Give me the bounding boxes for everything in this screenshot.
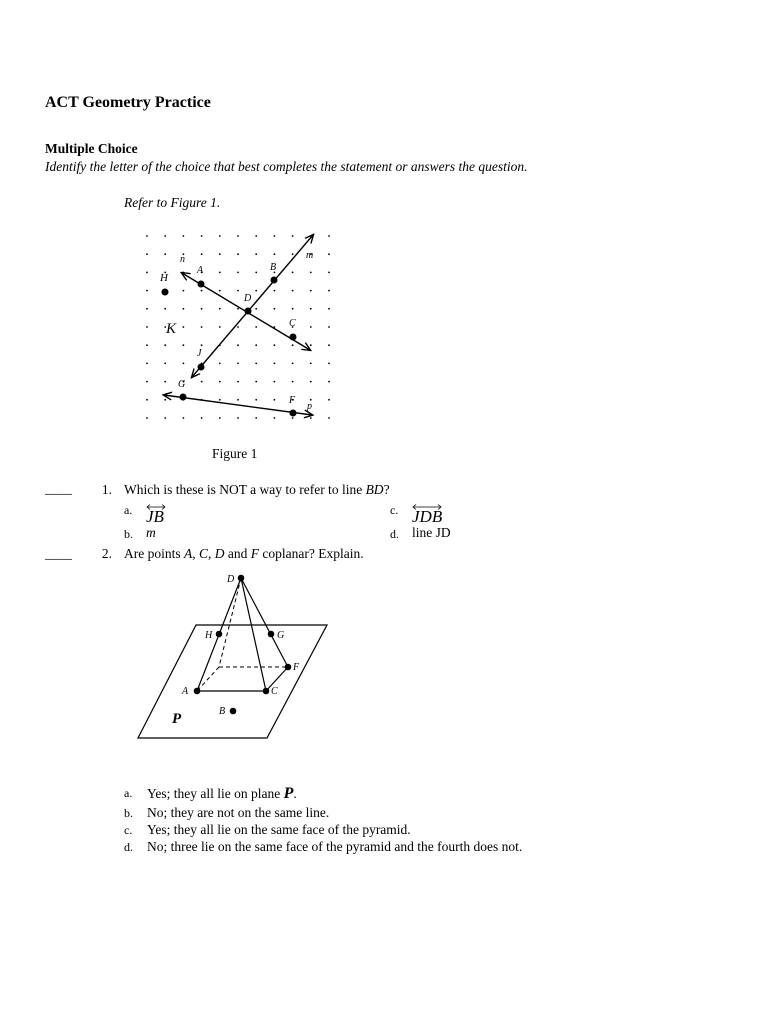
grid-dot xyxy=(292,381,294,383)
grid-dot xyxy=(274,399,276,401)
figure-1 xyxy=(130,225,345,435)
grid-dot xyxy=(164,235,166,237)
grid-dot xyxy=(219,381,221,383)
grid-dot xyxy=(219,399,221,401)
grid-dot xyxy=(255,417,257,419)
grid-dot xyxy=(255,253,257,255)
grid-dot xyxy=(292,417,294,419)
grid-dot xyxy=(255,235,257,237)
grid-dot xyxy=(183,326,185,328)
lateral-edge xyxy=(241,578,288,667)
question-text-part: , xyxy=(192,546,199,561)
label-n: n xyxy=(180,254,185,265)
option-text: Yes; they all lie on plane P. xyxy=(147,785,297,802)
grid-dot xyxy=(237,399,239,401)
grid-dot xyxy=(292,363,294,365)
base-edge-hidden xyxy=(197,667,219,691)
label-c: C xyxy=(289,318,296,329)
label-k: K xyxy=(166,321,177,337)
label-g: G xyxy=(277,630,285,641)
option-letter: d. xyxy=(390,527,399,541)
label-f: F xyxy=(293,662,300,673)
grid-dot xyxy=(164,417,166,419)
grid-dot xyxy=(274,308,276,310)
point-b xyxy=(271,277,278,284)
grid-dot xyxy=(201,381,203,383)
grid-dot xyxy=(328,344,330,346)
option-text: No; they are not on the same line. xyxy=(147,805,330,820)
label-h: H xyxy=(160,272,168,284)
grid-dot xyxy=(274,363,276,365)
grid-dot xyxy=(274,344,276,346)
grid-dot xyxy=(292,235,294,237)
point-c xyxy=(290,334,297,341)
label-d: D xyxy=(227,574,235,585)
label-b: B xyxy=(270,262,277,273)
point-g xyxy=(268,631,275,638)
grid-dot xyxy=(219,417,221,419)
grid-dot xyxy=(146,326,148,328)
point-j xyxy=(198,364,205,371)
grid-dot xyxy=(201,326,203,328)
grid-dot xyxy=(328,399,330,401)
grid-dot xyxy=(310,363,312,365)
option-c-line-jdb: JDB xyxy=(412,507,442,527)
option-text: No; three lie on the same face of the pyramid and the fourth does not. xyxy=(147,839,523,854)
grid-dot xyxy=(146,363,148,365)
grid-dot xyxy=(183,290,185,292)
point-b xyxy=(230,708,237,715)
label-d: D xyxy=(244,293,252,304)
grid-dot xyxy=(310,417,312,419)
grid-dot xyxy=(328,253,330,255)
grid-dot xyxy=(328,417,330,419)
question-text-part: Which is these is NOT a way to refer to line xyxy=(124,482,366,497)
option-a-line-jb: JB xyxy=(146,507,164,527)
grid-dot xyxy=(237,308,239,310)
figure-1-reference: Refer to Figure 1. xyxy=(124,195,221,210)
grid-dot xyxy=(164,399,166,401)
grid-dot xyxy=(328,308,330,310)
grid-dot xyxy=(146,272,148,274)
grid-dot xyxy=(164,253,166,255)
label-f: F xyxy=(289,395,296,406)
label-j: J xyxy=(197,348,202,359)
point-a xyxy=(198,281,205,288)
point-h xyxy=(162,289,169,296)
grid-dot xyxy=(292,272,294,274)
lateral-edge xyxy=(241,578,266,691)
grid-dot xyxy=(201,253,203,255)
point-d xyxy=(245,308,252,315)
option-text: line JD xyxy=(412,525,451,540)
grid-dot xyxy=(146,344,148,346)
grid-dot xyxy=(201,235,203,237)
question-text-part: and xyxy=(224,546,251,561)
grid-dot xyxy=(201,290,203,292)
grid-dot xyxy=(183,417,185,419)
grid-dot xyxy=(146,381,148,383)
grid-dot xyxy=(237,290,239,292)
grid-dot xyxy=(183,344,185,346)
grid-dot xyxy=(164,363,166,365)
question-text-part: BD xyxy=(365,482,384,497)
grid-dot xyxy=(310,290,312,292)
grid-dot xyxy=(310,381,312,383)
point-f xyxy=(285,664,292,671)
grid-dot xyxy=(146,235,148,237)
pyramid-plane-figure xyxy=(130,568,340,748)
label-p: p xyxy=(307,401,312,412)
question-text-part: F xyxy=(250,546,260,561)
grid-dot xyxy=(219,253,221,255)
grid-dot xyxy=(146,290,148,292)
grid-dot xyxy=(255,344,257,346)
grid-dot xyxy=(201,417,203,419)
page-title: ACT Geometry Practice xyxy=(45,94,211,111)
question-text-part: coplanar? Explain. xyxy=(259,546,364,561)
option-text: m xyxy=(146,525,156,540)
grid-dot xyxy=(237,417,239,419)
option-letter: b. xyxy=(124,806,133,820)
option-letter: b. xyxy=(124,527,133,541)
question-text xyxy=(124,546,364,562)
grid-dot xyxy=(292,344,294,346)
grid-dot xyxy=(292,290,294,292)
grid-dot xyxy=(237,272,239,274)
grid-dot xyxy=(255,381,257,383)
grid-dot xyxy=(274,290,276,292)
line-m xyxy=(192,235,313,377)
grid-dot xyxy=(164,381,166,383)
grid-dot xyxy=(310,272,312,274)
question-text-part: ? xyxy=(383,482,390,497)
grid-dot xyxy=(328,290,330,292)
grid-dot xyxy=(219,363,221,365)
label-a: A xyxy=(197,265,204,276)
grid-dot xyxy=(237,344,239,346)
point-h xyxy=(216,631,223,638)
grid-dot xyxy=(255,326,257,328)
instructions: Identify the letter of the choice that best completes the statement or answers the question. xyxy=(45,159,528,174)
grid-dot xyxy=(237,326,239,328)
grid-dot xyxy=(328,272,330,274)
question-text xyxy=(124,482,390,498)
grid-dot xyxy=(255,272,257,274)
grid-dot xyxy=(146,308,148,310)
grid-dot xyxy=(328,381,330,383)
question-text-part: , xyxy=(208,546,215,561)
option-letter: a. xyxy=(124,786,133,800)
grid-dot xyxy=(255,363,257,365)
grid-dot xyxy=(183,363,185,365)
point-g xyxy=(180,394,187,401)
grid-dot xyxy=(310,308,312,310)
point-d xyxy=(238,575,245,582)
grid-dot xyxy=(310,326,312,328)
grid-dot xyxy=(219,272,221,274)
plane-p xyxy=(138,625,327,738)
grid-dot xyxy=(274,253,276,255)
label-b: B xyxy=(219,706,226,717)
grid-dot xyxy=(183,308,185,310)
section-heading: Multiple Choice xyxy=(45,141,138,156)
grid-dot xyxy=(183,235,185,237)
grid-dot xyxy=(310,344,312,346)
label-p: P xyxy=(172,711,182,727)
line-arrow-icon xyxy=(146,504,166,510)
point-c xyxy=(263,688,270,695)
grid-dot xyxy=(255,399,257,401)
grid-dot xyxy=(255,290,257,292)
label-h: H xyxy=(205,630,213,641)
grid-dot xyxy=(292,308,294,310)
grid-dot xyxy=(219,235,221,237)
grid-dot xyxy=(164,308,166,310)
option-letter: c. xyxy=(390,503,399,517)
grid-dot xyxy=(146,399,148,401)
label-c: C xyxy=(271,686,278,697)
line-arrow-icon xyxy=(412,504,442,510)
grid-dot xyxy=(237,235,239,237)
grid-dot xyxy=(219,308,221,310)
label-g: G xyxy=(178,379,186,390)
grid-dot xyxy=(164,344,166,346)
answer-blank: ____ xyxy=(45,546,72,561)
option-letter: c. xyxy=(124,823,133,837)
grid-dot xyxy=(219,290,221,292)
option-text: Yes; they all lie on the same face of the pyramid. xyxy=(147,822,411,837)
grid-dot xyxy=(237,381,239,383)
grid-dot xyxy=(328,235,330,237)
answer-blank: ____ xyxy=(45,481,72,496)
label-a: A xyxy=(182,686,189,697)
option-letter: a. xyxy=(124,503,133,517)
grid-dot xyxy=(201,344,203,346)
grid-dot xyxy=(274,417,276,419)
grid-dot xyxy=(237,253,239,255)
point-a xyxy=(194,688,201,695)
option-letter: d. xyxy=(124,840,133,854)
question-number: 2. xyxy=(101,546,112,561)
grid-dot xyxy=(201,308,203,310)
grid-dot xyxy=(255,308,257,310)
grid-dot xyxy=(146,253,148,255)
grid-dot xyxy=(219,326,221,328)
grid-dot xyxy=(274,235,276,237)
grid-dot xyxy=(328,326,330,328)
point-f xyxy=(290,410,297,417)
label-m: m xyxy=(306,250,314,261)
grid-dot xyxy=(237,363,239,365)
question-text-part: D xyxy=(214,546,225,561)
question-text-part: Are points xyxy=(124,546,184,561)
lateral-edge-hidden xyxy=(219,578,241,667)
question-text-part: A xyxy=(184,546,193,561)
grid-dot xyxy=(274,381,276,383)
question-text-part: C xyxy=(199,546,209,561)
question-number: 1. xyxy=(101,482,112,497)
figure-1-caption: Figure 1 xyxy=(212,446,258,461)
grid-dot xyxy=(146,417,148,419)
grid-dot xyxy=(292,253,294,255)
grid-dot xyxy=(328,363,330,365)
